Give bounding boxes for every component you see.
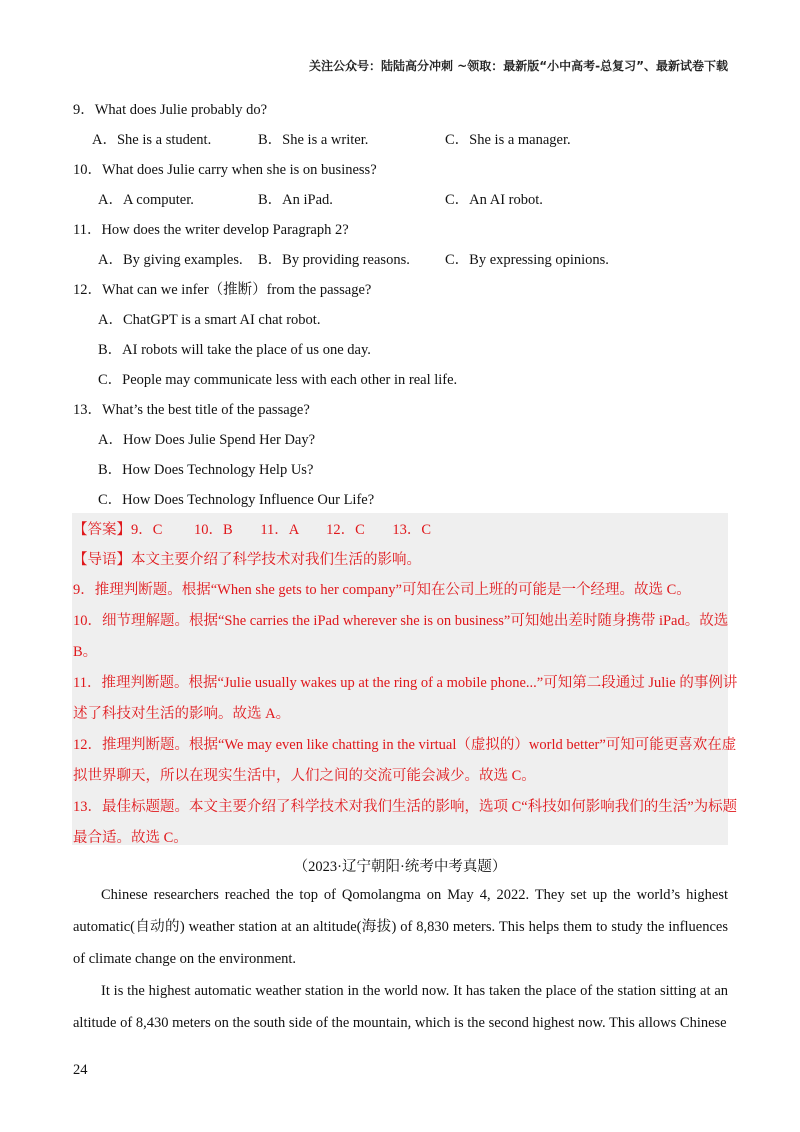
guide-label: 【导语】 — [73, 552, 131, 568]
answer-label: 【答案】 — [73, 522, 131, 538]
question-12: 12．What can we infer（推断）from the passage? — [73, 282, 372, 298]
explanation-12-line-2: 拟世界聊天，所以在现实生活中，人们之间的交流可能会减少。故选 C。 — [73, 768, 536, 784]
passage-paragraph-2: It is the highest automatic weather station in the world now. It has taken the place of the station sitting at an altitude of 8,430 meters on the south side of the mountain, which is the second highest now. This allows Chinese — [73, 983, 728, 1031]
question-12-option-c: C．People may communicate less with each other in real life. — [98, 372, 458, 388]
question-12-option-a: A．ChatGPT is a smart AI chat robot. — [98, 312, 321, 328]
passage-source: （2023·辽宁朝阳·统考中考真题） — [293, 859, 507, 875]
answer-key-12: 12．C — [326, 522, 365, 538]
question-10-option-b: B．An iPad. — [258, 192, 333, 208]
question-11-option-a: A．By giving examples. — [98, 252, 243, 268]
explanation-13-line-2: 最合适。故选 C。 — [73, 830, 188, 846]
question-9-option-b: B．She is a writer. — [258, 132, 369, 148]
explanation-11-line-1: 11．推理判断题。根据“Julie usually wakes up at the ring of a mobile phone...”可知第二段通过 Julie 的事例讲 — [73, 675, 738, 691]
question-9-option-a: A．She is a student. — [92, 132, 212, 148]
explanation-10-line-1: 10．细节理解题。根据“She carries the iPad wherever she is on business”可知她出差时随身携带 iPad。故选 — [73, 613, 729, 629]
answer-key-11: 11．A — [260, 522, 299, 538]
explanation-12-line-1: 12．推理判断题。根据“We may even like chatting in the virtual（虚拟的）world better”可知可能更喜欢在虚 — [73, 737, 737, 753]
passage-paragraph-1: Chinese researchers reached the top of Qomolangma on May 4, 2022. They set up the world’s highest automatic(自动的) weather station at an altitude(海拔) of 8,830 meters. This helps them to study the influences of climate change on the environment. — [73, 887, 728, 967]
question-13: 13．What’s the best title of the passage? — [73, 402, 310, 418]
question-10: 10．What does Julie carry when she is on business? — [73, 162, 377, 178]
answer-key-9: 9．C — [131, 522, 163, 538]
explanation-11-line-2: 述了科技对生活的影响。故选 A。 — [73, 706, 291, 722]
page-number: 24 — [73, 1062, 88, 1078]
question-10-option-a: A．A computer. — [98, 192, 194, 208]
question-9: 9．What does Julie probably do? — [73, 102, 268, 118]
answer-key-13: 13．C — [392, 522, 432, 538]
question-11-option-b: B．By providing reasons. — [258, 252, 410, 268]
answer-key-10: 10．B — [194, 522, 233, 538]
question-12-option-b: B．AI robots will take the place of us one day. — [98, 342, 371, 358]
guide-text: 本文主要介绍了科学技术对我们生活的影响。 — [131, 552, 421, 568]
answer-keys-line — [73, 518, 431, 539]
question-13-option-b: B．How Does Technology Help Us? — [98, 462, 314, 478]
question-13-option-c: C．How Does Technology Influence Our Life? — [98, 492, 375, 508]
explanation-10-line-2: B。 — [73, 644, 98, 660]
question-9-option-c: C．She is a manager. — [445, 132, 571, 148]
question-10-option-c: C．An AI robot. — [445, 192, 543, 208]
guide-line — [73, 548, 421, 569]
question-11-option-c: C．By expressing opinions. — [445, 252, 609, 268]
explanation-13-line-1: 13．最佳标题题。本文主要介绍了科学技术对我们生活的影响，选项 C“科技如何影响我们的生活”为标题 — [73, 799, 738, 815]
explanation-9: 9．推理判断题。根据“When she gets to her company”可知在公司上班的可能是一个经理。故选 C。 — [73, 582, 691, 598]
question-11: 11．How does the writer develop Paragraph 2? — [73, 222, 349, 238]
page-header: 关注公众号：陆陆高分冲刺 ~领取：最新版“小中高考-总复习”、最新试卷下载 — [309, 59, 728, 73]
question-13-option-a: A．How Does Julie Spend Her Day? — [98, 432, 316, 448]
